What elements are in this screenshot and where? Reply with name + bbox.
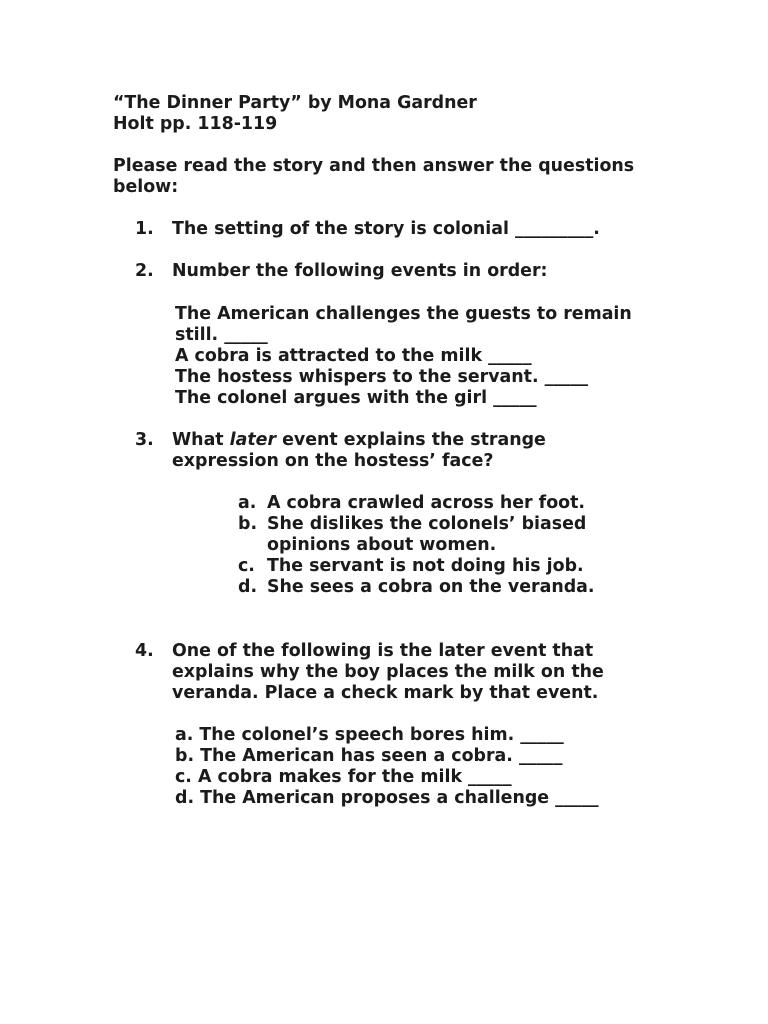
choice-text: A cobra crawled across her foot. <box>267 493 586 513</box>
check-option: a. The colonel’s speech bores him. _____ <box>175 725 564 745</box>
instructions-line-1: Please read the story and then answer the questions <box>113 156 635 176</box>
choice-letter: d. <box>238 577 258 597</box>
question-2-text: Number the following events in order: <box>172 261 548 281</box>
question-3-text-before: What <box>172 430 230 450</box>
choice-text: She dislikes the colonels’ biased <box>267 514 587 534</box>
choice-letter: a. <box>238 493 257 513</box>
choice-text: opinions about women. <box>267 535 497 555</box>
event-item: A cobra is attracted to the milk _____ <box>175 346 532 366</box>
question-4-text: explains why the boy places the milk on the <box>172 662 604 682</box>
question-1-text: The setting of the story is colonial _________. <box>172 219 600 239</box>
check-option: d. The American proposes a challenge _____ <box>175 788 599 808</box>
question-2-number: 2. <box>135 261 154 281</box>
question-3-text-after: event explains the strange <box>276 430 546 450</box>
check-option: c. A cobra makes for the milk _____ <box>175 767 512 787</box>
event-item: The hostess whispers to the servant. _____ <box>175 367 589 387</box>
choice-text: The servant is not doing his job. <box>267 556 584 576</box>
question-4-text: veranda. Place a check mark by that event. <box>172 683 599 703</box>
instructions-line-2: below: <box>113 177 179 197</box>
check-option: b. The American has seen a cobra. _____ <box>175 746 563 766</box>
question-3-number: 3. <box>135 430 154 450</box>
choice-text: She sees a cobra on the veranda. <box>267 577 595 597</box>
choice-letter: c. <box>238 556 255 576</box>
question-3-emphasis: later <box>229 430 277 450</box>
question-4-text: One of the following is the later event that <box>172 641 594 661</box>
page-reference: Holt pp. 118-119 <box>113 114 278 134</box>
event-item: still. _____ <box>175 325 268 345</box>
story-title: “The Dinner Party” by Mona Gardner <box>113 93 477 113</box>
question-3-text <box>172 430 546 451</box>
question-3-text-line-2: expression on the hostess’ face? <box>172 451 494 471</box>
question-4-number: 4. <box>135 641 154 661</box>
event-item: The colonel argues with the girl _____ <box>175 388 537 408</box>
choice-letter: b. <box>238 514 258 534</box>
question-1-number: 1. <box>135 219 154 239</box>
event-item: The American challenges the guests to remain <box>175 304 632 324</box>
